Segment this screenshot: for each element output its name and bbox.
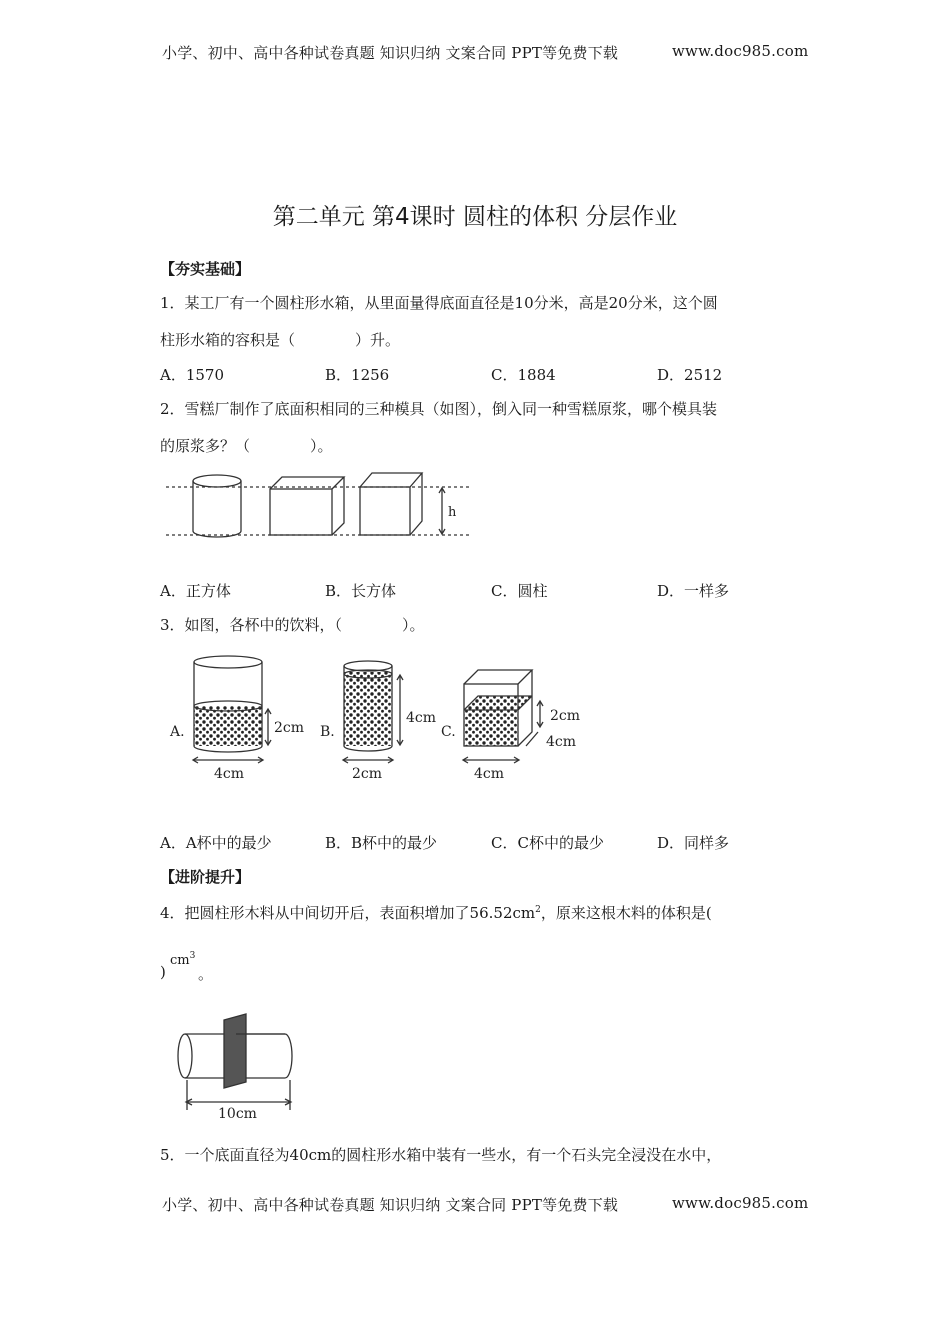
question-3-line-1: 3．如图，各杯中的饮料，（ ）。 [160,616,425,634]
question-4-paren: ) [160,963,166,981]
question-1-line-2: 柱形水箱的容积是（ ）升。 [160,331,401,349]
section-heading-advanced: 【进阶提升】 [160,868,251,886]
question-2-option-b: B．长方体 [325,582,397,600]
question-4-figure [170,1008,310,1123]
cylinder-mold [193,475,241,537]
question-1-option-c: C．1884 [491,366,556,384]
question-2-option-c: C．圆柱 [491,582,548,600]
cup-b-width-label: 2cm [352,766,383,782]
page-footer-text: 小学、初中、高中各种试卷真题 知识归纳 文案合同 PPT等免费下载 [162,1196,619,1214]
question-5-line-1: 5．一个底面直径为40cm的圆柱形水箱中装有一些水，有一个石头完全浸没在水中， [160,1146,722,1164]
cup-a-height-label: 2cm [274,720,305,736]
question-4-unit: $cm^3$ [170,951,196,968]
cup-c-height-label: 2cm [550,708,581,724]
cup-c-width-label: 4cm [474,766,505,782]
cup-a-width-label: 4cm [214,766,245,782]
cup-c [463,670,543,763]
question-3-option-b: B．B杯中的最少 [325,834,438,852]
question-3-option-c: C．C杯中的最少 [491,834,604,852]
section-heading-basic: 【夯实基础】 [160,260,251,278]
cup-a [193,656,271,763]
cube-mold [360,473,422,535]
question-2-figure [160,465,480,547]
cuboid-mold [270,477,344,535]
page-footer-url[interactable]: www.doc985.com [672,1194,809,1212]
question-3-option-a: A．A杯中的最少 [160,834,272,852]
question-2-line-1: 2．雪糕厂制作了底面积相同的三种模具（如图），倒入同一种雪糕原浆，哪个模具装 [160,400,718,418]
cup-b-letter: B. [320,724,335,740]
question-3-option-d: D．同样多 [657,834,730,852]
cut-section [224,1014,246,1088]
height-label: h [448,505,457,520]
page-header-url[interactable]: www.doc985.com [672,42,809,60]
question-2-option-d: D．一样多 [657,582,730,600]
question-4-line-2-end: 。 [198,965,214,983]
question-1-option-a: A．1570 [160,366,225,384]
cup-c-depth-label: 4cm [546,734,577,750]
cup-c-letter: C. [441,724,456,740]
length-label: 10cm [218,1106,257,1122]
question-1-option-b: B．1256 [325,366,390,384]
cup-b-height-label: 4cm [406,710,437,726]
cup-a-letter: A. [170,724,185,740]
question-1-line-1: 1．某工厂有一个圆柱形水箱，从里面量得底面直径是10分米，高是20分米，这个圆 [160,294,718,312]
page-header-text: 小学、初中、高中各种试卷真题 知识归纳 文案合同 PPT等免费下载 [162,44,619,62]
question-1-option-d: D．2512 [657,366,723,384]
cup-b [343,661,403,763]
question-2-option-a: A．正方体 [160,582,231,600]
page-title: 第二单元 第4课时 圆柱的体积 分层作业 [272,204,678,230]
question-4-line-1: 4．把圆柱形木料从中间切开后，表面积增加了$56.52cm^2$，原来这根木料的体积是( [160,904,712,922]
question-2-line-2: 的原浆多？（ ）。 [160,437,333,455]
question-3-figure [160,650,600,790]
